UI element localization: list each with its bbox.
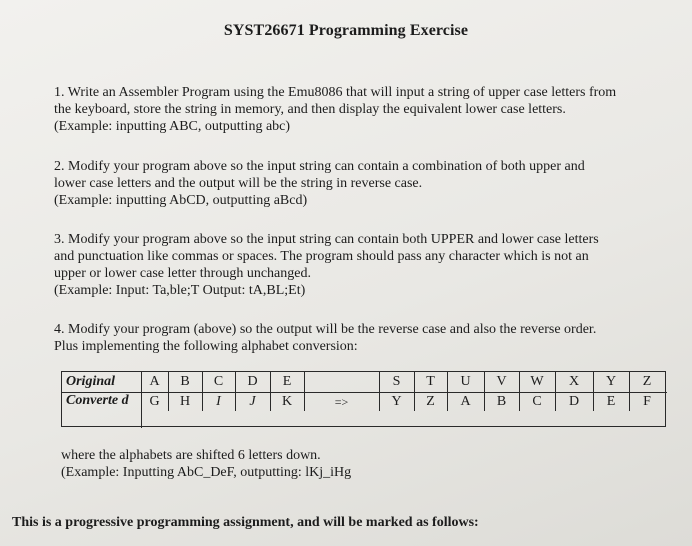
conversion-arrow: => <box>334 395 349 409</box>
converted-letter: G <box>149 394 160 409</box>
converted-letter: Z <box>426 394 435 409</box>
exercise-3 <box>54 231 664 299</box>
shift-note <box>61 447 351 481</box>
original-letter: A <box>149 374 160 389</box>
converted-letter: K <box>281 394 293 409</box>
exercise-1 <box>54 84 684 135</box>
original-letter: E <box>282 374 292 389</box>
converted-letter: J <box>249 394 256 409</box>
original-letter: S <box>392 374 401 389</box>
converted-letter: C <box>532 394 542 409</box>
original-letter: U <box>460 374 471 389</box>
original-letter: Y <box>605 374 617 389</box>
exercise-3-line: upper or lower case letter through unchanged. <box>54 266 311 281</box>
converted-letter: F <box>643 394 651 409</box>
original-letter: Z <box>642 374 652 389</box>
shift-note-example: (Example: Inputting AbC_DeF, outputting: lKj_iHg <box>61 465 352 480</box>
original-letter: T <box>426 374 435 389</box>
original-letter: C <box>213 374 224 389</box>
exercise-4-line: Plus implementing the following alphabet conversion: <box>54 339 358 354</box>
exercise-2 <box>54 158 654 209</box>
exercise-2-line: 2. Modify your program above so the input string can contain a combination of both upper and <box>54 159 585 174</box>
converted-letter: B <box>496 394 507 409</box>
row-label-original: Original <box>66 374 116 389</box>
exercise-3-line: 3. Modify your program above so the input string can contain both UPPER and lower case letters <box>54 232 599 247</box>
exercise-2-example: (Example: inputting AbCD, outputting aBcd) <box>54 193 308 208</box>
converted-letter: I <box>216 394 221 409</box>
exercise-2-line: lower case letters and the output will be the string in reverse case. <box>54 176 423 191</box>
original-letter: B <box>180 374 190 389</box>
converted-letter: D <box>568 394 580 409</box>
exercise-4 <box>54 321 664 355</box>
page-title: SYST26671 Programming Exercise <box>223 22 469 39</box>
original-letter: W <box>530 374 544 389</box>
exercise-4-line: 4. Modify your program (above) so the output will be the reverse case and also the reverse order. <box>54 322 597 337</box>
marking-note: This is a progressive programming assignment, and will be marked as follows: <box>12 515 479 530</box>
exercise-3-example: (Example: Input: Ta,ble;T Output: tA,BL;Et) <box>54 283 306 298</box>
converted-letter: A <box>460 394 471 409</box>
exercise-1-example: (Example: inputting ABC, outputting abc) <box>54 119 291 134</box>
converted-letter: H <box>179 394 191 409</box>
row-label-converted: Converte d <box>66 393 129 408</box>
exercise-1-line: 1. Write an Assembler Program using the Emu8086 that will input a string of upper case letters from <box>54 85 617 100</box>
converted-letter: Y <box>391 394 402 409</box>
shift-note-line: where the alphabets are shifted 6 letters down. <box>61 448 321 463</box>
exercise-3-line: and punctuation like commas or spaces. The program should pass any character which is not an <box>54 249 589 264</box>
original-letter: D <box>247 374 258 389</box>
alphabet-conversion-table <box>61 371 666 427</box>
converted-letter: E <box>606 394 616 409</box>
original-letter: V <box>496 374 507 389</box>
exercise-1-line: the keyboard, store the string in memory, and then display the equivalent lower case letters. <box>54 102 566 117</box>
original-letter: X <box>568 374 580 389</box>
